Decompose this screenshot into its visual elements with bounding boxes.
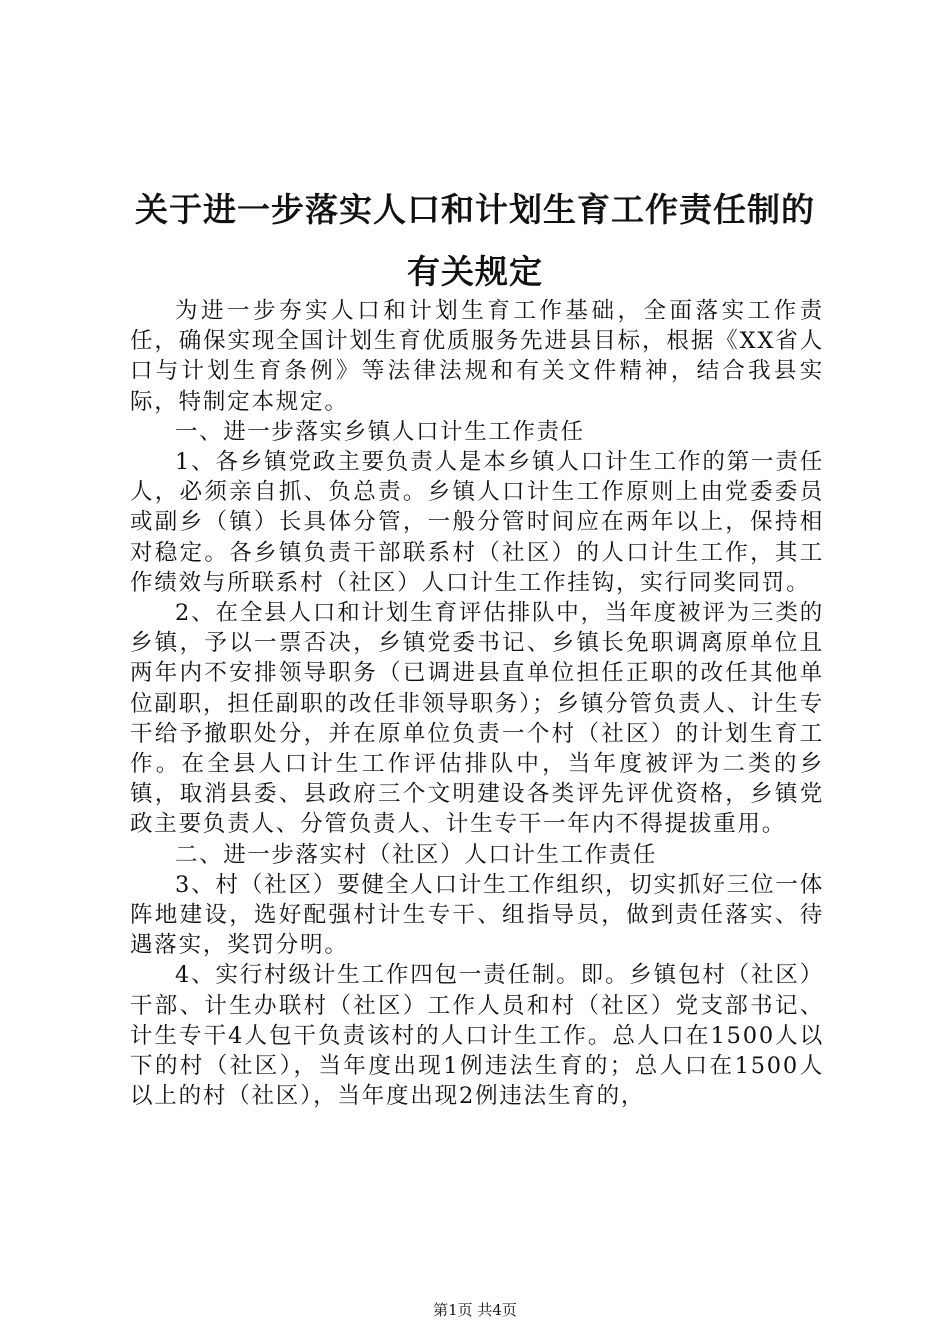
document-title-line-2: 有关规定: [407, 252, 543, 291]
document-body: [130, 296, 824, 1111]
section-heading-1: 一、进一步落实乡镇人口计生工作责任: [175, 418, 585, 445]
clause-paragraph-1: 1、各乡镇党政主要负责人是本乡镇人口计生工作的第一责任人，必须亲自抓、负总责。乡镇人口计生工作原则上由党委委员或副乡（镇）长具体分管，一般分管时间应在两年以上，保持相对稳定。各乡镇负责干部联系村（社区）的人口计生工作，其工作绩效与所联系村（社区）人口计生工作挂钩，实行同奖同罚。: [130, 449, 824, 596]
section-heading-2: 二、进一步落实村（社区）人口计生工作责任: [175, 841, 658, 868]
document-title-line-1: 关于进一步落实人口和计划生育工作责任制的: [135, 190, 815, 229]
page-footer: 第1页 共4页: [433, 1301, 517, 1319]
clause-paragraph-4: 4、实行村级计生工作四包一责任制。即。乡镇包村（社区）干部、计生办联村（社区）工作人员和村（社区）党支部书记、计生专干4人包干负责该村的人口计生工作。总人口在1500人以下的村（社区），当年度出现1例违法生育的；总人口在1500人以上的村（社区），当年度出现2例违法生育的，: [130, 962, 824, 1110]
intro-paragraph: 为进一步夯实人口和计划生育工作基础，全面落实工作责任，确保实现全国计划生育优质服务先进县目标，根据《XX省人口与计划生育条例》等法律法规和有关文件精神，结合我县实际，特制定本规定。: [130, 298, 824, 415]
clause-paragraph-3: 3、村（社区）要健全人口计生工作组织，切实抓好三位一体阵地建设，选好配强村计生专干、组指导员，做到责任落实、待遇落实，奖罚分明。: [130, 871, 824, 959]
clause-paragraph-2: 2、在全县人口和计划生育评估排队中，当年度被评为三类的乡镇，予以一票否决，乡镇党委书记、乡镇长免职调离原单位且两年内不安排领导职务（已调进县直单位担任正职的改任其他单位副职，担任副职的改任非领导职务）；乡镇分管负责人、计生专干给予撤职处分，并在原单位负责一个村（社区）的计划生育工作。在全县人口计生工作评估排队中，当年度被评为二类的乡镇，取消县委、县政府三个文明建设各类评先评优资格，乡镇党政主要负责人、分管负责人、计生专干一年内不得提拔重用。: [130, 600, 824, 838]
